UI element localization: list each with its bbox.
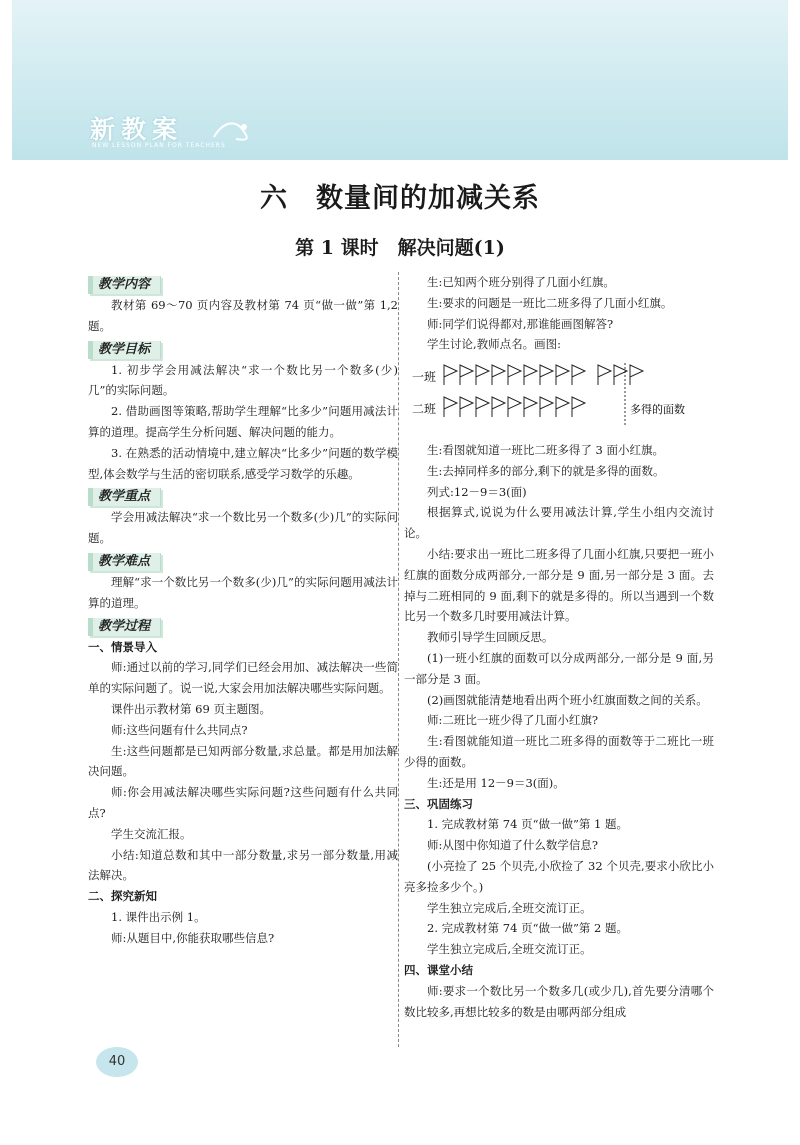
paragraph: 师:同学们说得都对,那谁能画图解答? [427,316,614,331]
flags-row-1 [444,365,643,385]
paragraph: 学生独立完成后,全班交流订正。 [427,942,592,957]
section-tag-key: 教学重点 [88,488,161,506]
flag-icon [572,397,585,417]
flag-icon [630,365,643,385]
paragraph: 生:去掉同样多的部分,剩下的就是多得的面数。 [427,463,665,478]
flag-icon [540,365,553,385]
paragraph: 1. 课件出示例 1。 [111,909,206,924]
flag-icon [540,397,553,417]
paragraph: (2)画图就能清楚地看出两个班小红旗面数之间的关系。 [427,692,708,707]
paragraph: 2. 完成教材第 74 页“做一做”第 2 题。 [427,921,628,936]
decorative-swirl-icon [212,115,252,145]
section-heading-2: 二、探究新知 [88,889,157,904]
difficult-text: 理解“求一个数比另一个数多(少)几”的实际问题用减法计算的道理。 [88,574,398,610]
paragraph: 师:从图中你知道了什么数学信息? [427,838,599,853]
lesson-title: 第 1 课时 解决问题(1) [295,237,505,259]
paragraph: 小结:知道总数和其中一部分数量,求另一部分数量,用减法解决。 [88,847,398,883]
flag-icon [524,397,537,417]
section-tag-difficult: 教学难点 [88,553,161,571]
paragraph: 根据算式,说说为什么要用减法计算,学生小组内交流讨论。 [404,505,714,541]
flag-icon [492,365,505,385]
flag-icon [524,365,537,385]
flag-icon [508,365,521,385]
logo: 新教案 [90,115,184,144]
flag-icon [508,397,521,417]
paragraph: 师:你会用减法解决哪些实际问题?这些问题有什么共同点? [88,785,398,820]
paragraph: 教师引导学生回顾反思。 [427,630,554,645]
row2-label: 二班 [412,402,437,417]
page-number: 40 [96,1047,138,1077]
paragraph: 师:二班比一班少得了几面小红旗? [427,713,599,728]
paragraph: 1. 完成教材第 74 页“做一做”第 1 题。 [427,817,628,832]
logo-subtitle: NEW LESSON PLAN FOR TEACHERS [92,142,226,149]
paragraph: 生:这些问题都是已知两部分数量,求总量。都是用加法解决问题。 [88,743,398,779]
flag-icon [476,397,489,417]
goal-1: 1. 初步学会用减法解决“求一个数比另一个数多(少)几”的实际问题。 [88,362,398,398]
flag-icon [460,365,473,385]
flag-icon [492,397,505,417]
flags-row-2 [444,397,585,417]
paragraph: 生:还是用 12－9＝3(面)。 [427,775,565,790]
paragraph: 师:要求一个数比另一个数多几(或少几),首先要分清哪个数比较多,再想比较多的数是由哪两部分组成 [404,983,714,1019]
flag-comparison-figure [412,361,712,427]
section-tag-goals: 教学目标 [88,341,161,359]
paragraph: (1)一班小红旗的面数可以分成两部分,一部分是 9 面,另一部分是 3 面。 [404,650,714,686]
key-text: 学会用减法解决“求一个数比另一个数多(少)几”的实际问题。 [88,510,398,546]
goal-2: 2. 借助画图等策略,帮助学生理解“比多少”问题用减法计算的道理。提高学生分析问题、解决问题的能力。 [88,404,398,439]
section-tag-process: 教学过程 [88,618,161,636]
section-heading-1: 一、情景导入 [88,639,157,654]
flag-icon [556,365,569,385]
paragraph: 生:已知两个班分别得了几面小红旗。 [427,275,615,289]
paragraph: 师:通过以前的学习,同学们已经会用加、减法解决一些简单的实际问题了。说一说,大家会用加法解决哪些实际问题。 [88,660,398,696]
formula: 列式:12－9＝3(面) [427,484,527,499]
flag-icon [444,365,457,385]
paragraph: 生:要求的问题是一班比二班多得了几面小红旗。 [427,295,673,310]
row1-label: 一班 [412,370,437,385]
left-column [88,272,398,949]
chapter-title: 六 数量间的加减关系 [260,183,540,214]
paragraph: 学生讨论,教师点名。画图: [427,337,562,352]
flag-icon [460,397,473,417]
paragraph: 生:看图就知道一班比二班多得了 3 面小红旗。 [427,442,664,457]
flag-icon [598,365,611,385]
flag-icon [476,365,489,385]
right-column [404,272,714,1022]
flag-icon [572,365,585,385]
extra-label: 多得的面数 [630,403,685,417]
paragraph: 学生交流汇报。 [111,826,192,841]
header-banner [12,0,788,160]
content-text: 教材第 69～70 页内容及教材第 74 页“做一做”第 1,2 题。 [88,298,398,333]
paragraph: 师:从题目中,你能获取哪些信息? [111,930,275,945]
section-heading-3: 三、巩固练习 [404,796,473,811]
paragraph: 学生独立完成后,全班交流订正。 [427,900,592,915]
paragraph: (小亮捡了 25 个贝壳,小欣捡了 32 个贝壳,要求小欣比小亮多捡多少个。) [404,858,714,894]
section-heading-4: 四、课堂小结 [404,962,473,977]
column-divider [398,272,399,1047]
flag-icon [444,397,457,417]
flag-icon [556,397,569,417]
section-tag-content: 教学内容 [88,276,161,294]
paragraph: 课件出示教材第 69 页主题图。 [111,701,271,716]
paragraph: 生:看图就能知道一班比二班多得的面数等于二班比一班少得的面数。 [404,734,714,769]
goal-3: 3. 在熟悉的活动情境中,建立解决“比多少”问题的数学模型,体会数学与生活的密切联系,感受学习数学的乐趣。 [88,445,398,481]
paragraph: 小结:要求出一班比二班多得了几面小红旗,只要把一班小红旗的面数分成两部分,一部分是 9 面,另一部分是 3 面。去掉与二班相同的 9 面,剩下的就是多得的。所以当遇到一个数比另一个数多几时要用减法计算。 [404,546,714,624]
paragraph: 师:这些问题有什么共同点? [111,722,248,737]
